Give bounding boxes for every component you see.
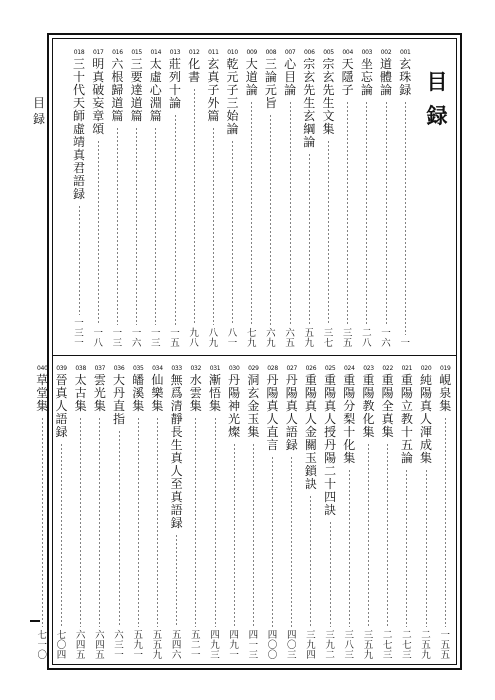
entry-number: 025: [324, 365, 336, 372]
toc-entry[interactable]: [149, 49, 163, 349]
entry-number: 038: [75, 365, 86, 372]
entry-title: 玄珠録: [399, 57, 412, 97]
entry-number: 019: [439, 365, 451, 372]
entry-page: 五五九: [152, 630, 163, 661]
toc-entry[interactable]: [266, 365, 280, 661]
page-frame: [36, 33, 462, 670]
entry-title: 玄真子外篇: [207, 57, 220, 123]
toc-entry[interactable]: [207, 49, 221, 349]
contents-upper-panel: [57, 49, 452, 349]
entry-title: 太古集: [74, 373, 87, 413]
entry-page: 二七三: [402, 630, 412, 661]
entry-title: 丹陽神光燦: [228, 373, 241, 439]
entry-title: 莊列十論: [168, 57, 181, 110]
entry-title: 乾元子三始論: [226, 57, 239, 136]
contents-upper-columns: [57, 49, 452, 349]
entry-number: 009: [246, 49, 258, 56]
toc-entry[interactable]: [341, 49, 355, 349]
entry-page: 一五: [170, 328, 180, 349]
entry-title: 重陽真人金關玉鎖訣: [304, 373, 317, 491]
leader-dots: [349, 469, 350, 627]
toc-entry[interactable]: [170, 365, 184, 661]
toc-entry[interactable]: [245, 49, 259, 349]
entry-title: 水雲集: [189, 373, 202, 413]
leader-dots: [195, 417, 196, 627]
entry-page: 一六: [131, 328, 142, 349]
entry-number: 027: [286, 365, 298, 372]
entry-number: 003: [361, 49, 373, 56]
entry-number: 032: [190, 365, 202, 372]
toc-entry[interactable]: [322, 49, 336, 349]
entry-page: 四九三: [210, 630, 220, 661]
leader-dots: [80, 417, 81, 627]
toc-entry[interactable]: [132, 365, 146, 661]
leader-dots: [157, 417, 158, 627]
toc-entry[interactable]: [304, 365, 318, 661]
entry-title: 三論元旨: [264, 57, 277, 110]
heading-char-1: 目: [426, 69, 448, 94]
entry-number: 029: [248, 365, 259, 372]
entry-number: 023: [363, 365, 374, 372]
entry-page: 七〇四: [56, 630, 67, 661]
entry-page: 二八: [362, 328, 372, 349]
entry-number: 030: [228, 365, 240, 372]
toc-entry[interactable]: [399, 49, 413, 349]
entry-page: 四〇三: [286, 630, 297, 661]
leader-dots: [328, 140, 329, 325]
entry-number: 006: [304, 49, 315, 56]
leader-dots: [215, 417, 216, 627]
entry-page: 七一〇: [37, 630, 48, 661]
entry-number: 017: [92, 49, 104, 56]
entry-title: 重陽全真集: [381, 373, 394, 439]
entry-title: 無爲清靜長生真人至真語録: [170, 373, 183, 530]
leader-dots: [117, 127, 118, 325]
entry-number: 024: [344, 365, 355, 372]
toc-entry[interactable]: [360, 49, 374, 349]
toc-entry[interactable]: [227, 365, 241, 661]
toc-entry[interactable]: [362, 365, 376, 661]
leader-dots: [387, 443, 388, 627]
entry-title: 坐忘論: [360, 57, 373, 97]
entry-number: 036: [113, 365, 125, 372]
entry-number: 028: [267, 365, 278, 372]
entry-title: 太虛心淵篇: [149, 57, 162, 123]
entry-title: 仙樂集: [151, 373, 164, 413]
margin-title-bottom: 録: [33, 112, 46, 126]
toc-entry[interactable]: [247, 365, 261, 661]
entry-page: 一三: [151, 328, 161, 349]
entry-page: 六九: [266, 328, 276, 349]
entry-page: 三八三: [344, 630, 355, 661]
leader-dots: [386, 101, 387, 325]
margin-title-top: 目: [33, 96, 46, 110]
entry-title: 重陽分梨十化集: [343, 373, 356, 465]
toc-entry[interactable]: [381, 365, 395, 661]
entry-page: 三七: [323, 328, 334, 349]
entry-title: 洞玄金玉集: [247, 373, 260, 439]
toc-entry[interactable]: [208, 365, 222, 661]
entry-title: 雲光集: [93, 373, 106, 413]
entry-title: 三十代天師虛靖真君語録: [73, 57, 86, 201]
entry-title: 六根歸道篇: [111, 57, 124, 123]
entry-page: 七九: [246, 328, 257, 349]
entry-page: 一五五: [440, 630, 450, 661]
leader-dots: [251, 101, 252, 325]
entry-title: 漸悟集: [208, 373, 221, 413]
toc-entry[interactable]: [379, 49, 393, 349]
contents-lower-columns: [36, 365, 452, 661]
leader-dots: [347, 101, 348, 325]
entry-number: 010: [227, 49, 238, 56]
entry-page: 五九: [304, 328, 315, 349]
entry-title: 道體論: [380, 57, 393, 97]
entry-title: 丹陽真人直言: [266, 373, 279, 452]
toc-entry[interactable]: [283, 49, 297, 349]
entry-page: 五四六: [171, 630, 182, 661]
entry-title: 大道論: [245, 57, 258, 97]
entry-number: 007: [284, 49, 296, 56]
leader-dots: [426, 469, 427, 627]
entry-number: 031: [209, 365, 221, 372]
entry-number: 026: [305, 365, 317, 372]
entry-title: 重陽真人授丹陽二十四訣: [324, 373, 337, 517]
leader-dots: [155, 127, 156, 325]
entry-number: 005: [323, 49, 334, 56]
entry-title: 明真破妄章頌: [92, 57, 105, 136]
leader-dots: [445, 417, 446, 627]
entry-number: 037: [94, 365, 106, 372]
leader-dots: [272, 456, 273, 627]
leader-dots: [310, 495, 311, 627]
entry-page: 六四五: [95, 630, 105, 661]
entry-page: 九八: [189, 328, 199, 349]
leader-dots: [330, 521, 331, 627]
toc-entry[interactable]: [285, 365, 299, 661]
entry-number: 013: [169, 49, 181, 56]
toc-entry[interactable]: [303, 49, 317, 349]
toc-entry[interactable]: [130, 49, 144, 349]
entry-page: 六五: [285, 328, 295, 349]
entry-page: 一八: [93, 328, 103, 349]
leader-dots: [42, 417, 43, 627]
entry-page: 一三一: [74, 318, 84, 349]
leader-dots: [99, 417, 100, 627]
toc-entry[interactable]: [93, 365, 107, 661]
toc-entry[interactable]: [439, 365, 453, 661]
entry-number: 035: [132, 365, 144, 372]
entry-title: 心目論: [284, 57, 297, 97]
entry-title: 大丹直指: [113, 373, 126, 426]
toc-entry[interactable]: [55, 365, 69, 661]
toc-entry[interactable]: [189, 365, 203, 661]
leader-dots: [138, 417, 139, 627]
leader-dots: [291, 456, 292, 627]
entry-title: 宗玄先生文集: [322, 57, 335, 136]
leader-dots: [213, 127, 214, 325]
entry-page: 一三: [112, 328, 123, 349]
entry-page: 三五九: [363, 630, 374, 661]
entry-page: 八一: [227, 328, 238, 349]
entry-page: 四〇〇: [267, 630, 278, 661]
entry-page: 三九四: [306, 630, 316, 661]
entry-title: 天隱子: [341, 57, 354, 97]
entry-number: 016: [112, 49, 123, 56]
entry-page: 二七三: [382, 630, 393, 661]
toc-entry[interactable]: [419, 365, 433, 661]
leader-dots: [175, 114, 176, 325]
toc-entry[interactable]: [74, 365, 88, 661]
entry-page: 一: [400, 338, 410, 349]
entry-number: 033: [171, 365, 182, 372]
entry-title: 重陽教化集: [362, 373, 375, 439]
entry-title: 丹陽真人語録: [285, 373, 298, 452]
leader-dots: [309, 153, 310, 325]
toc-entry[interactable]: [111, 49, 125, 349]
entry-title: 草堂集: [36, 373, 49, 413]
leader-dots: [270, 114, 271, 325]
leader-dots: [366, 101, 367, 325]
entry-number: 020: [420, 365, 432, 372]
leader-dots: [98, 140, 99, 325]
entry-page: 五二一: [191, 630, 201, 661]
leader-dots: [194, 88, 195, 325]
entry-page: 六四五: [75, 630, 86, 661]
entry-page: 五九一: [133, 630, 143, 661]
leader-dots: [368, 443, 369, 627]
entry-number: 018: [73, 49, 85, 56]
entry-number: 008: [265, 49, 277, 56]
entry-page: 四一三: [248, 630, 259, 661]
entry-title: 三要達道篇: [130, 57, 143, 123]
toc-entry[interactable]: [151, 365, 165, 661]
leader-dots: [61, 443, 62, 627]
entry-number: 014: [150, 49, 162, 56]
toc-entry[interactable]: [168, 49, 182, 349]
entry-page: 二五九: [421, 630, 431, 661]
entry-title: 晉真人語録: [55, 373, 68, 439]
leader-dots: [253, 443, 254, 627]
toc-entry[interactable]: [323, 365, 337, 661]
leader-dots: [290, 101, 291, 325]
contents-lower-panel: [36, 365, 452, 661]
entry-number: 002: [380, 49, 392, 56]
entry-number: 015: [131, 49, 142, 56]
entry-title: 純陽真人渾成集: [420, 373, 433, 465]
toc-entry[interactable]: [226, 49, 240, 349]
toc-entry[interactable]: [187, 49, 201, 349]
contents-heading: [422, 49, 452, 349]
toc-entry[interactable]: [343, 365, 357, 661]
toc-entry[interactable]: [112, 365, 126, 661]
leader-dots: [406, 469, 407, 627]
entry-number: 039: [56, 365, 67, 372]
entry-title: 峴泉集: [439, 373, 452, 413]
entry-number: 004: [342, 49, 353, 56]
leader-dots: [232, 140, 233, 325]
entry-page: 三五: [342, 328, 353, 349]
leader-dots: [79, 205, 80, 315]
toc-entry[interactable]: [264, 49, 278, 349]
entry-title: 皤溪集: [132, 373, 145, 413]
entry-title: 宗玄先生玄綱論: [303, 57, 316, 149]
entry-page: 一六: [381, 328, 391, 349]
leader-dots: [405, 101, 406, 335]
entry-number: 001: [399, 49, 411, 56]
entry-title: 重陽立教十五論: [400, 373, 413, 465]
entry-page: 三九二: [325, 630, 335, 661]
entry-page: 四九一: [229, 630, 239, 661]
leader-dots: [234, 443, 235, 627]
toc-entry[interactable]: [400, 365, 414, 661]
section-divider: [52, 355, 457, 356]
entry-number: 040: [37, 365, 48, 372]
entry-number: 011: [208, 49, 219, 56]
entry-number: 012: [188, 49, 200, 56]
leader-dots: [176, 534, 177, 627]
entry-number: 034: [152, 365, 163, 372]
toc-entry[interactable]: [72, 49, 86, 349]
entry-page: 六三一: [114, 630, 124, 661]
entry-page: 八九: [208, 328, 219, 349]
toc-entry[interactable]: [92, 49, 106, 349]
heading-char-2: 録: [426, 103, 448, 128]
entry-number: 021: [401, 365, 413, 372]
leader-dots: [119, 430, 120, 627]
toc-entry[interactable]: [36, 365, 50, 661]
entry-number: 022: [382, 365, 393, 372]
entry-title: 化書: [188, 57, 201, 84]
leader-dots: [136, 127, 137, 325]
